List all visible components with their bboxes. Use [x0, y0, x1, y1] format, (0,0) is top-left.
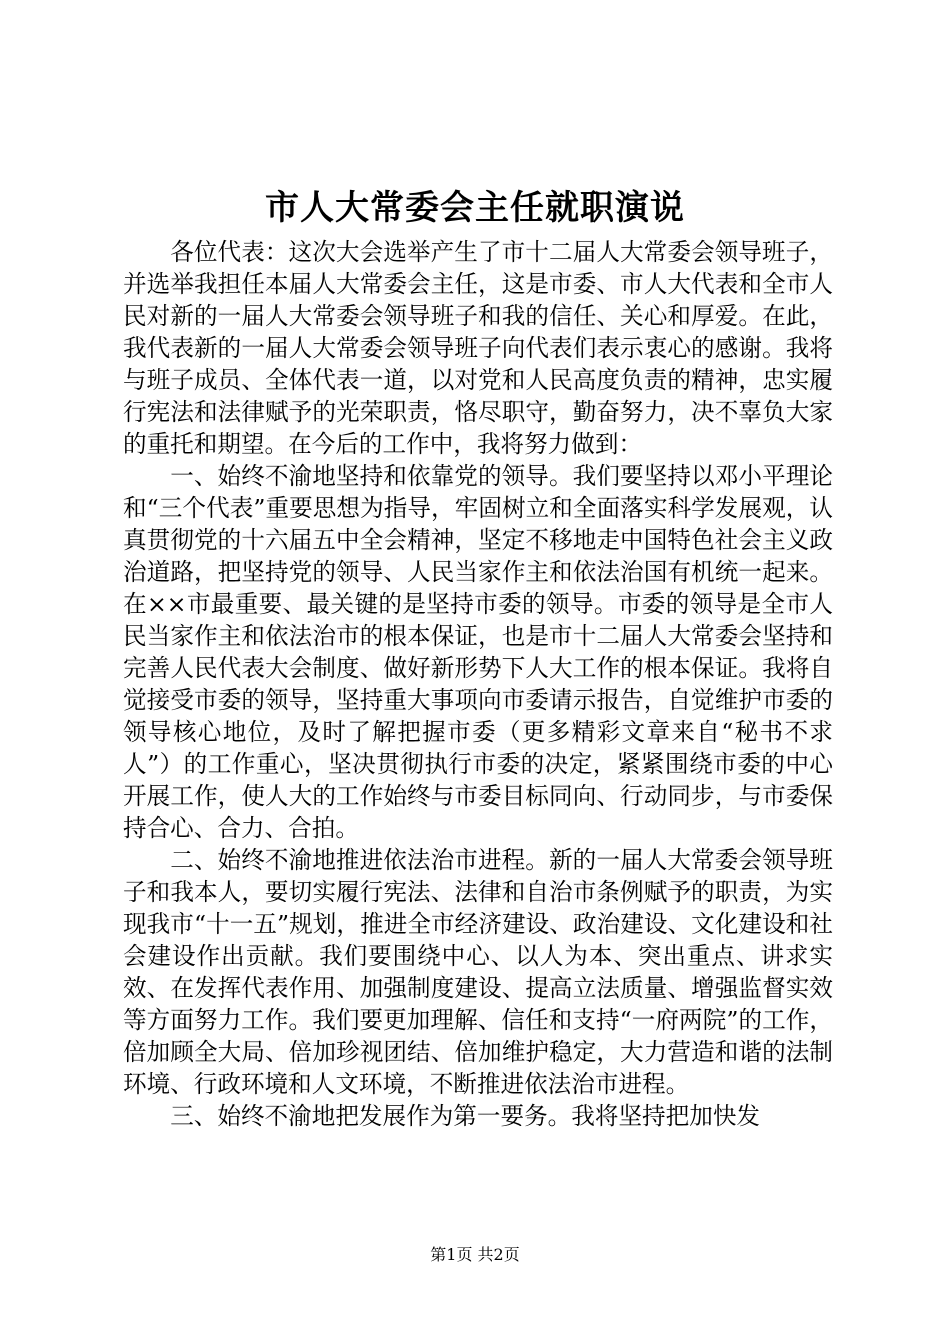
paragraph-greeting: 各位代表：这次大会选举产生了市十二届人大常委会领导班子，并选举我担任本届人大常委会主任，这是市委、市人大代表和全市人民对新的一届人大常委会领导班子和我的信任、关心和厚爱。在此，我代表新的一届人大常委会领导班子向代表们表示衷心的感谢。我将与班子成员、全体代表一道，以对党和人民高度负责的精神，忠实履行宪法和法律赋予的光荣职责，恪尽职守，勤奋努力，决不辜负大家的重托和期望。在今后的工作中，我将努力做到：	[123, 238, 833, 458]
document-title: 市人大常委会主任就职演说	[265, 188, 685, 228]
paragraph-section-1: 一、始终不渝地坚持和依靠党的领导。我们要坚持以邓小平理论和“三个代表”重要思想为指导，牢固树立和全面落实科学发展观，认真贯彻党的十六届五中全会精神，坚定不移地走中国特色社会主义政治道路，把坚持党的领导、人民当家作主和依法治国有机统一起来。在××市最重要、最关键的是坚持市委的领导。市委的领导是全市人民当家作主和依法治市的根本保证，也是市十二届人大常委会坚持和完善人民代表大会制度、做好新形势下人大工作的根本保证。我将自觉接受市委的领导，坚持重大事项向市委请示报告，自觉维护市委的领导核心地位，及时了解把握市委（更多精彩文章来自“秘书不求人”）的工作重心，坚决贯彻执行市委的决定，紧紧围绕市委的中心开展工作，使人大的工作始终与市委目标同向、行动同步，与市委保持合心、合力、合拍。	[123, 462, 833, 842]
paragraph-section-3: 三、始终不渝地把发展作为第一要务。我将坚持把加快发	[170, 1102, 761, 1130]
paragraph-section-2: 二、始终不渝地推进依法治市进程。新的一届人大常委会领导班子和我本人，要切实履行宪法、法律和自治市条例赋予的职责，为实现我市“十一五”规划，推进全市经济建设、政治建设、文化建设和社会建设作出贡献。我们要围绕中心、以人为本、突出重点、讲求实效、在发挥代表作用、加强制度建设、提高立法质量、增强监督实效等方面努力工作。我们要更加理解、信任和支持“一府两院”的工作，倍加顾全大局、倍加珍视团结、倍加维护稳定，大力营造和谐的法制环境、行政环境和人文环境，不断推进依法治市进程。	[123, 846, 833, 1098]
document-body	[123, 236, 833, 1132]
page-number-footer: 第1页 共2页	[430, 1245, 520, 1264]
